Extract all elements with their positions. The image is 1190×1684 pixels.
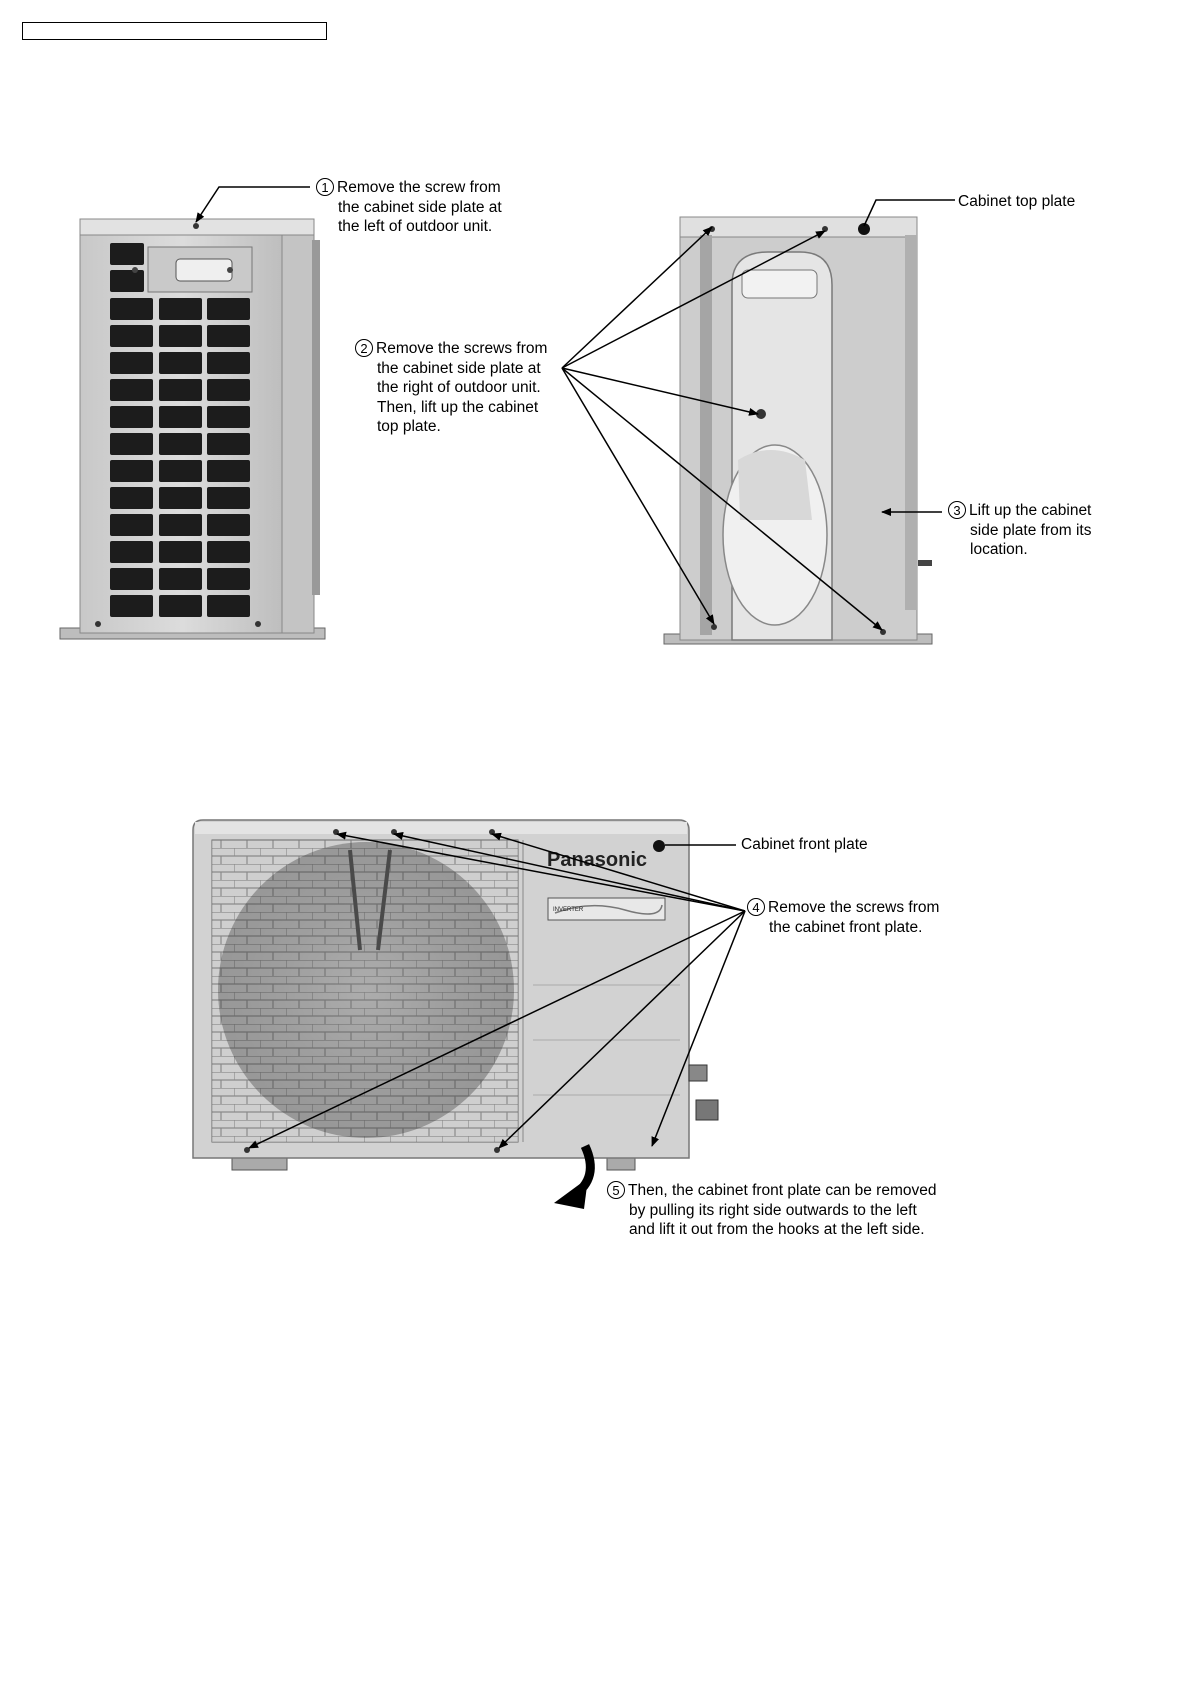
- vent-slot: [159, 595, 202, 617]
- step5-caption: 5 Then, the cabinet front plate can be removed by pulling its right side outwards to the left and lift it out from the hooks at the left side.: [607, 1181, 936, 1240]
- vent-slot: [110, 270, 144, 292]
- step5-number: 5: [607, 1181, 625, 1199]
- step4-caption: 4 Remove the screws from the cabinet front plate.: [747, 898, 939, 937]
- step1-caption: 1 Remove the screw from the cabinet side plate at the left of outdoor unit.: [316, 178, 502, 237]
- step3-number: 3: [948, 501, 966, 519]
- vent-slot: [207, 514, 250, 536]
- vent-slot: [207, 298, 250, 320]
- vent-slot: [207, 487, 250, 509]
- cabinet-top-plate-label: Cabinet top plate: [958, 193, 1076, 210]
- vent-slot: [110, 433, 153, 455]
- vent-slot: [110, 514, 153, 536]
- vent-slot: [110, 352, 153, 374]
- inverter-badge-text: INVERTER: [553, 907, 584, 913]
- brand-logo: Panasonic: [547, 849, 648, 871]
- step3-caption: 3 Lift up the cabinet side plate from its location.: [948, 501, 1091, 560]
- vent-slot: [159, 298, 202, 320]
- vent-slot: [110, 243, 144, 265]
- vent-slot: [110, 595, 153, 617]
- vent-slot: [110, 379, 153, 401]
- step2-caption: 2 Remove the screws from the cabinet side plate at the right of outdoor unit. Then, lift up the cabinet top plate.: [355, 339, 547, 437]
- vent-slot: [159, 568, 202, 590]
- vent-slot: [110, 460, 153, 482]
- outdoor-unit-left-side: [60, 219, 325, 639]
- vent-slot: [159, 406, 202, 428]
- vent-slot: [207, 541, 250, 563]
- cabinet-front-plate-label: Cabinet front plate: [741, 836, 868, 853]
- outdoor-unit-right-side: [664, 217, 932, 644]
- vent-slot: [207, 379, 250, 401]
- vent-slot: [110, 298, 153, 320]
- vent-slot: [159, 514, 202, 536]
- vent-slot: [110, 568, 153, 590]
- vent-slot: [159, 352, 202, 374]
- vent-slot: [207, 352, 250, 374]
- vent-slot: [207, 568, 250, 590]
- vent-slot: [159, 487, 202, 509]
- step2-number: 2: [355, 339, 373, 357]
- vent-slot: [110, 406, 153, 428]
- vent-slot: [207, 595, 250, 617]
- vent-slot: [207, 325, 250, 347]
- vent-slot: [110, 541, 153, 563]
- front-plate-dot: [653, 840, 665, 852]
- step1-number: 1: [316, 178, 334, 196]
- vent-slot: [207, 433, 250, 455]
- vent-slot: [207, 460, 250, 482]
- vent-slot: [159, 541, 202, 563]
- vent-slot: [159, 460, 202, 482]
- vent-slot: [110, 487, 153, 509]
- vent-slot: [207, 406, 250, 428]
- vent-slot: [159, 325, 202, 347]
- step4-number: 4: [747, 898, 765, 916]
- outdoor-unit-front: [193, 820, 718, 1170]
- screw-icon: [193, 223, 199, 229]
- vent-slot: [159, 433, 202, 455]
- vent-slot: [159, 379, 202, 401]
- vent-slot: [110, 325, 153, 347]
